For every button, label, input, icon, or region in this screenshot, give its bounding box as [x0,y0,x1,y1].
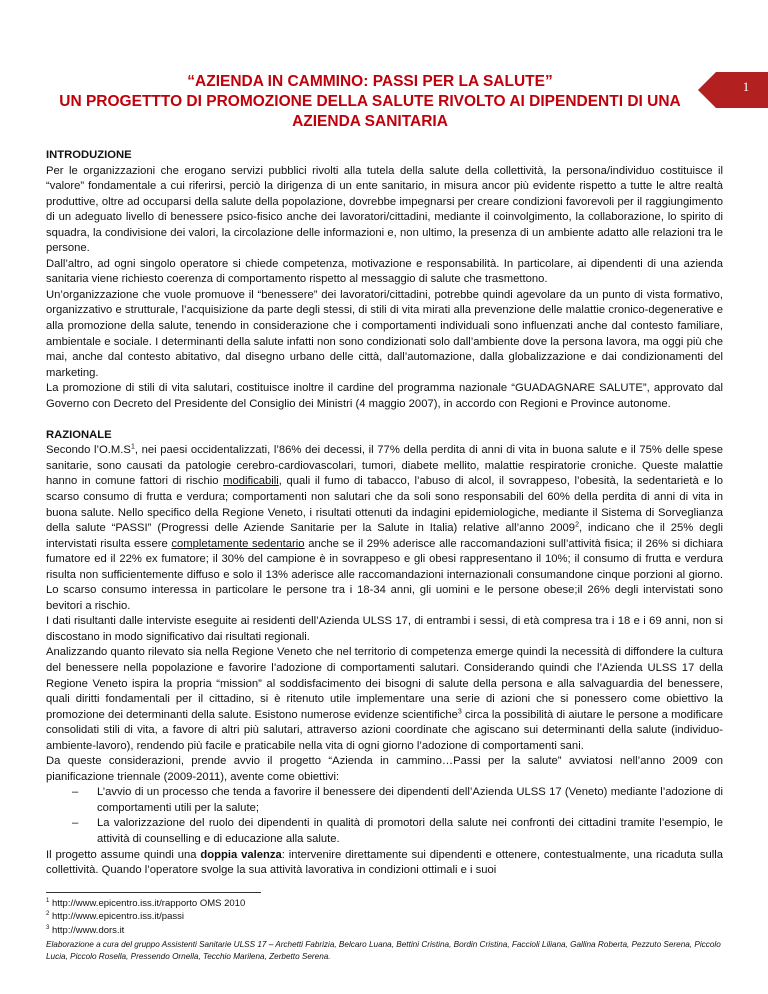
intro-paragraph-2: Dall’altro, ad ogni singolo operatore si chiede competenza, motivazione e responsabilità. In particolare, ai dipendenti di una azienda sanitaria viene richiesto coerenza di comportamento rispetto al messaggio di salute che trasmettono. [46,257,723,286]
razionale-paragraph-5: Il progetto assume quindi una doppia valenza: intervenire direttamente sui dipendenti e ottenere, contestualmente, una ricaduta sulla collettività. Quando l’operatore svolge la sua attività lavorativa in condizioni ottimali e i suoi [46,848,723,877]
footnote-divider [46,892,261,893]
credits-note: Elaborazione a cura del gruppo Assistenti Sanitarie ULSS 17 – Archetti Fabrizia, Belcaro Luana, Bettini Cristina, Bordin Cristina, Faccioli Liliana, Gallina Roberta, Pezzuto Serena, Piccolo Lucia, Piccolo Rosella, Pressendo Ornella, Tecchio Marilena, Zerbetto Serena. [46,940,721,962]
razionale-paragraph-4: Da queste considerazioni, prende avvio il progetto “Azienda in cammino…Passi per la salute” avviatosi nell’anno 2009 con pianificazione triennale (2009-2011), avente come obiettivi: [46,755,723,783]
intro-paragraph-4: La promozione di stili di vita salutari, costituisce inoltre il cardine del programma nazionale “GUADAGNARE SALUTE”, approvato dal Governo con Decreto del Presidente del Consiglio dei Ministri (4 maggio 2007), in accordo con Regioni e Province autonome. [46,382,723,410]
razionale-paragraph-3: Analizzando quanto rilevato sia nella Regione Veneto che nel territorio di competenza emerge quindi la necessità di diffondere la cultura del benessere nella popolazione e favorire l’adozione di comportamenti salutari. Considerando quindi che l’Azienda ULSS 17 della Regione Veneto ispira la propria “mission” al soddisfacimento dei bisogni di salute della persona e alla salvaguardia del benessere, quali diritti fondamentali per il cittadino, si è ritenuto utile implementare una serie di azioni che si ponessero come obiettivo la promozione dei determinanti della salute. Esistono numerose evidenze scientifiche$^3$ circa la possibilità di aiutare le persone a modificare consolidati stili di vita, a favore di altri più salutari, attraverso azioni coordinate che agiscano sui determinanti della salute (individuo-ambiente-lavoro), rendendo più facile e praticabile nella vita di ogni giorno l’adozione di comportamenti sani. [46,646,723,752]
intro-paragraph-3: Un’organizzazione che vuole promuove il “benessere” dei lavoratori/cittadini, potrebbe quindi agevolare da un punto di vista formativo, organizzativo e strutturale, l’acquisizione da parte degli stessi, di stili di vita mirati alla prevenzione delle malattie cronico-degenerative e alla promozione della salute, tenendo in considerazione che i comportamenti individuali sono influenzati anche dal contesto familiare, ambientale e sociale. I determinanti della salute infatti non sono condizionati solo dall’ambiente dove la persona lavora, ma oggi più che mai, anche dal contesto abitativo, dal disegno urbano delle città, dall’automazione, dalla globalizzazione e dai condizionamenti del marketing. [46,288,723,379]
underlined-term: modificabili [223,475,279,488]
document-title [40,72,700,132]
intro-paragraph-1: Per le organizzazioni che erogano servizi pubblici rivolti alla tutela della salute della collettività, la persona/individuo costituisce il “valore” fondamentale a cui riferirsi, perciò la dirigenza di un ente sanitario, in misura ancor più evidente rispetto a tutte le altre realtà produttive, oltre ad occuparsi della salute della popolazione, dovrebbe impegnarsi per creare condizioni favorevoli per il raggiungimento di un adeguato livello di benessere psico-fisico anche dei lavoratori/cittadini, mediante il coinvolgimento, la collaborazione, lo spirito di squadra, la condivisione dei valori, la circolazione delle informazioni e, non ultimo, la presenza di un ambiente adatto alle relazioni tra le persone. [46,164,723,255]
dash-bullet: – [72,786,79,799]
list-item: – La valorizzazione del ruolo dei dipendenti in qualità di promotori della salute nei confronti dei cittadini tramite l’esempio, le attività di counselling e di educazione alla salute. [72,817,723,846]
razionale-paragraph-1: Secondo $l’O.M.S^1$, nei paesi occidentalizzati, l’86% dei decessi, il 77% della perdita di anni di vita in buona salute e il 75% delle spese sanitarie, sono causati da patologie cerebro-cardiovascolari, tumori, diabete mellito, malattie respiratorie croniche. Queste malattie hanno in comune fattori di rischio modificabili, quali il fumo di tabacco, l’abuso di alcol, il sovrappeso, l’obesità, la sedentarietà e lo scarso consumo di frutta e verdura; comportamenti non salutari che da soli sono responsabili del 60% della perdita di anni di vita in buona salute. Nello specifico della Regione Veneto, i risultati ottenuti da indagini epidemiologiche, mediante il Sistema di Sorveglianza della salute “PASSI” (Progressi delle Aziende Sanitarie per la Salute in Italia) relative all’anno 2009$^2$, indicano che il 25% degli intervistati risulta essere completamente sedentario anche se il 29% aderisce alle raccomandazioni sull’attività fisica; il 26% si dichiara fumatore ed il 22% ex fumatore; il 30% del campione è in sovrappeso e gli obesi rappresentano il 10%; il consumo di frutta e verdura risulta non sufficientemente diffuso e solo il 13% aderisce alle raccomandazioni internazionali consumandone cinque porzioni al giorno. Lo scarso consumo interessa in particolare le persone tra i 18-34 anni, gli uomini e le persone obese;il 26% degli intervistati sono bevitori a rischio. [46,443,724,612]
underlined-term: completamente sedentario [171,537,305,550]
footnote-3: $^3$ http://www.dors.it [46,924,125,936]
footnote-ref-2: 2 [575,521,579,529]
document-body [46,148,723,879]
list-item: – L’avvio di un processo che tenda a favorire il benessere dei dipendenti dell’Azienda ULSS 17 (Veneto) mediante l’adozione di comportamenti utili per la salute; [72,786,723,814]
title-line-3: AZIENDA SANITARIA [292,113,448,130]
bold-term: doppia valenza [200,848,282,861]
footnotes-section [46,892,723,963]
dash-bullet: – [72,817,79,830]
footnote-2: $^2$ http://www.epicentro.iss.it/passi [46,911,184,923]
footnote-ref-1: 1 [130,443,135,451]
footnote-1: $^1$ http://www.epicentro.iss.it/rapporto OMS 2010 [46,897,246,909]
razionale-heading: RAZIONALE [46,428,112,441]
razionale-paragraph-2: I dati risultanti dalle interviste eseguite ai residenti dell’Azienda ULSS 17, di entrambi i sessi, di età compresa tra i 18 e i 69 anni, non si discostano in modo significativo dai risultati regionali. [46,615,723,643]
title-line-1: “AZIENDA IN CAMMINO: PASSI PER LA SALUTE” [187,73,553,90]
objectives-list [46,785,723,847]
page-number: 1 [742,79,750,94]
intro-heading: INTRODUZIONE [46,149,132,161]
title-line-2: UN PROGETTTO DI PROMOZIONE DELLA SALUTE RIVOLTO AI DIPENDENTI DI UNA [59,93,681,110]
footnote-ref-3: 3 [457,707,462,715]
page-number-badge [698,72,768,108]
